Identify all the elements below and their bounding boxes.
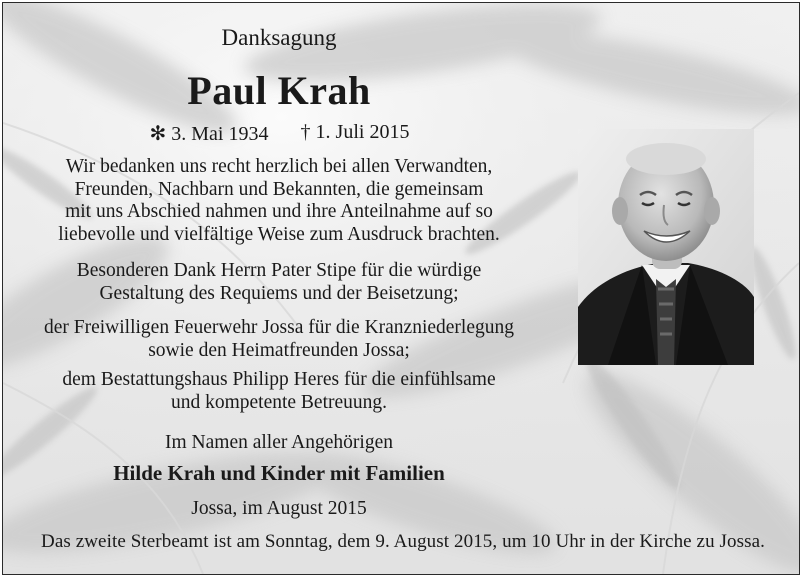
- paragraph-line: mit uns Abschied nahmen und ihre Anteilnahme auf so: [65, 201, 493, 222]
- paragraph-line: sowie den Heimatfreunden Jossa;: [148, 339, 410, 361]
- place-date: Jossa, im August 2015: [191, 498, 367, 519]
- on-behalf-line: Im Namen aller Angehörigen: [165, 432, 393, 453]
- paragraph-line: Besonderen Dank Herrn Pater Stipe für die würdige: [76, 260, 482, 281]
- paragraph-line: liebevolle und vielfältige Weise zum Ausdruck brachten.: [58, 223, 500, 245]
- portrait-photo: [578, 129, 754, 365]
- paragraph-line: Freunden, Nachbarn und Bekannten, die gemeinsam: [74, 178, 484, 200]
- paragraph-line: Wir bedanken uns recht herzlich bei allen Verwandten,: [65, 156, 493, 177]
- birth-date: ✻ 3. Mai 1934: [149, 123, 269, 145]
- death-date: † 1. Juli 2015: [300, 121, 410, 143]
- paragraph-line: Gestaltung des Requiems und der Beisetzung;: [99, 282, 459, 304]
- special-thanks-paragraph: [77, 260, 482, 305]
- thanks-paragraph: [58, 156, 500, 246]
- paragraph-line: der Freiwilligen Feuerwehr Jossa für die Kranzniederlegung: [43, 317, 515, 338]
- memorial-mass-note: Das zweite Sterbeamt ist am Sonntag, dem 9. August 2015, um 10 Uhr in der Kirche zu Jossa.: [40, 531, 766, 552]
- family-signature: Hilde Krah und Kinder mit Familien: [113, 461, 445, 485]
- funeral-home-paragraph: [62, 369, 495, 414]
- notice-heading: Danksagung: [221, 25, 337, 50]
- obituary-notice: [2, 2, 800, 575]
- fire-brigade-paragraph: [44, 317, 514, 362]
- deceased-name: Paul Krah: [187, 68, 371, 113]
- paragraph-line: dem Bestattungshaus Philipp Heres für die einfühlsame: [62, 369, 496, 390]
- paragraph-line: und kompetente Betreuung.: [170, 391, 388, 413]
